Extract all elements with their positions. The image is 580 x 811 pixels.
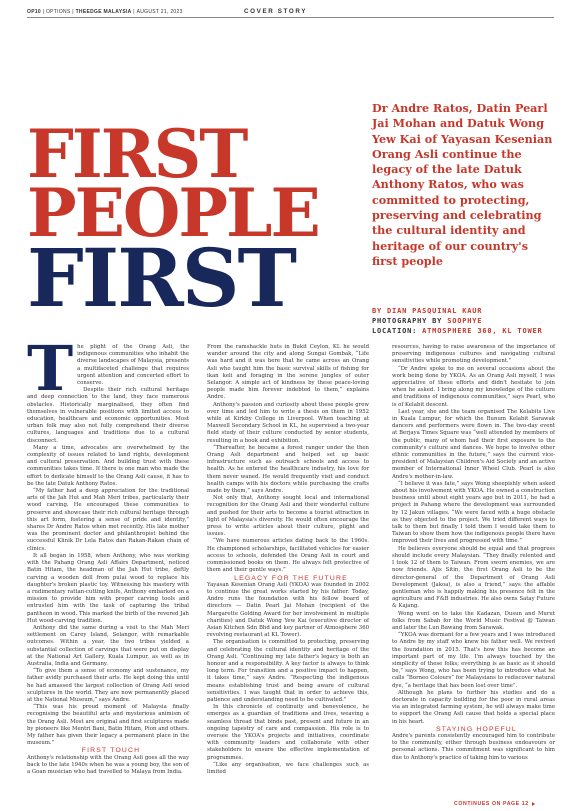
headline-line-1: FIRST <box>27 115 247 193</box>
headline-line-2: PEOPLE <box>27 174 319 252</box>
paragraph: “Dr Andre spoke to me on several occasions about the work being done by YKOA. As an Orang Asli myself, I was appreciative of these efforts and didn't hesitate to join when he asked. I bring along my knowledge of the culture and traditions of indigenous communities,” says Pearl, who is of Kelabit descent. <box>392 365 555 408</box>
photographer-name: SOOPHYE <box>447 316 483 325</box>
paragraph: Anthony's relationship with the Orang Asli goes all the way back to the late 1940s when he was a young boy, the son of a Goan musician who had travelled to Malaya from India. <box>27 754 189 775</box>
author-name: DIAN PASQUINAL KAUR <box>387 307 483 315</box>
subhead-legacy: LEGACY FOR THE FUTURE <box>234 574 348 582</box>
paragraph: “I believe it was fate,” says Wong sheepishly when asked about his involvement with YKOA. He owned a construction business until about eight years ago but in 2011, he had a project in Pahang where the development was surrounded by 12 Jakun villages. “We were faced with a huge obstacle as they objected to the project. We tried different ways to talk to them but finally I told them I would take them to Taiwan to show them how the indigenous people there have improved their lives and progressed with time.” <box>392 480 555 545</box>
folio: OP10 | OPTIONS | THEEDGE MALAYSIA | AUGUST 21, 2023 <box>27 9 183 15</box>
paragraph: From the ramshackle huts in Bukit Ceylon, KL he would wander around the city and along Sungai Gombak, “Life was hard and it was here that he came across an Orang Asli who taught him the basic survival skills of fishing for ikan keli and foraging in the serene jungles of outer Selangor. A simple act of kindness by these peace-loving people made him forever indebted to them,” explains Andre. <box>207 344 369 401</box>
byline <box>372 307 562 336</box>
paragraph: “YKOA was dormant for a few years and I was introduced to Andre by my staff who knew his father well. We revived the foundation in 2015. That's how this has become an important part of my life. I'm always touched by the simplicity of these folks; everything is as basic as it should be,” says Wong, who has been trying to introduce what he calls “Borneo Colours” for Malaysians to rediscover natural dye, “a heritage that has been lost over time”. <box>392 632 555 689</box>
body-column-2 <box>207 344 369 776</box>
paragraph: “Thereafter, he became a forest ranger under the then Orang Asli department and helped set up basic infrastructure such as outreach schools and access to health. As he entered the healthcare industry, his love for them never waned. He would frequently visit and conduct health camps with his doctors while purchasing the crafts made by them,” says Andre. <box>207 444 369 495</box>
page-header <box>0 0 580 22</box>
standfirst: Dr Andre Ratos, Datin Pearl Jai Mohan and Datuk Wong Yew Kai of Yayasan Kesenian Orang Asli continue the legacy of the late Datuk Anthony Ratos, who was committed to protecting, preserving and celebrating the cultural identity and heritage of our country's first people <box>372 101 553 268</box>
paragraph: he plight of the Orang Asli, the indigenous communities who inhabit the diverse landscapes of Malaysia, presents a multifaceted challenge that requires urgent attention and concerted effort to conserve. <box>77 344 189 387</box>
arrow-right-icon <box>532 802 535 806</box>
paragraph: Anthony's passion and curiosity about these people grew over time and led him to write a thesis on them in 1952 while at Kirkby College in Liverpool. When teaching at Maxwell Secondary School in KL, he supervised a two-year field study of their culture conducted by senior students, resulting in a book and exhibition. <box>207 401 369 444</box>
location-line <box>372 327 562 337</box>
author-line <box>372 307 562 317</box>
page-number: OP10 <box>27 9 41 15</box>
photo-label: PHOTOGRAPHY BY <box>372 316 443 325</box>
masthead: THEEDGE MALAYSIA <box>75 9 132 15</box>
paragraph: Despite their rich cultural heritage and deep connection to the land, they face numerous obstacles. Historically marginalised, they often find themselves in vulnerable positions with limited access to education, healthcare and economic opportunities. Most urban folk may also not fully comprehend their diverse cultures, languages and traditions due to a cultural disconnect. <box>27 387 189 444</box>
headline-line-3: FIRST <box>27 231 296 325</box>
paragraph: “My father had a deep appreciation for the traditional arts of the Jah Hut and Mah Meri tribes, particularly their wood carving. He encouraged these communities to preserve and showcase their rich cultural heritage through this art form, fostering a sense of pride and identity,” shares Dr Andre Ratos when met recently. His late mother was the prominent doctor and philanthropist behind the successful Klinik Dr Lela Ratos dan Rakan-Rakan chain of clinics. <box>27 488 189 552</box>
paragraph: Not only that, Anthony sought local and international recognition for the Orang Asli and their wonderful culture and pushed for their arts to become a tourist attraction in light of Malaysia's diversity. He would often encourage the press to write articles about their culture, plight and issues. <box>207 495 369 538</box>
location-name: ATMOSPHERE 360, KL TOWER <box>422 326 543 335</box>
photographer-line <box>372 317 562 327</box>
section-label: OPTIONS <box>45 9 71 15</box>
paragraph: In this chronicle of continuity and benevolence, he emerges as a guardian of traditions and lives, weaving a seamless thread that binds past, present and future in an ongoing tapestry of care and compassion. His role is to oversee the YKOA's projects and initiatives, coordinate with community leaders and collaborate with other stakeholders to ensure the effective implementation of programmes. <box>207 704 369 761</box>
paragraph: Anthony did the same during a visit to the Mah Meri settlement on Carey Island, Selangor, with remarkable outcomes. Within a year, the two tribes yielded a substantial collection of carvings that were put on display at the National Art Gallery, Kuala Lumpur, as well as in Australia, India and Germany. <box>27 624 189 667</box>
paragraph: “We have numerous articles dating back to the 1960s. He championed scholarships, facilitated vehicles for easier access to schools, defended the Orang Asli in court and commissioned books on them. He always felt protective of them and their gentle ways.” <box>207 538 369 574</box>
paragraph: “Like any organisation, we face challenges such as limited <box>207 761 369 775</box>
subhead-staying-hopeful: STAYING HOPEFUL <box>436 725 517 733</box>
continued-label: CONTINUES ON PAGE 12 <box>454 801 529 807</box>
body-column-3 <box>392 344 555 762</box>
by-label: BY <box>372 307 383 315</box>
paragraph: Although he plans to further his studies and do a doctorate in capacity building for the poor in rural areas via an integrated farming system, he will always make time to support the Orang Asli cause that holds a special place in his heart. <box>392 689 555 725</box>
section-title: COVER STORY <box>244 8 308 15</box>
continued-link[interactable] <box>454 801 535 807</box>
paragraph: Yayasan Kesenian Orang Asli (YKOA) was founded in 2002 to continue the great works started by his father. Today, Andre runs the foundation with his fellow board of directors — Datin Pearl Jai Mohan (recipient of the Margarette Golding Award for her involvement in multiple charities) and Datuk Wong Yew Kai (executive director of Asian Kitchen Sdn Bhd and key partner of Atmosphere 360 revolving restaurant at KL Tower). <box>207 581 369 639</box>
paragraph: It all began in 1958, when Anthony, who was working with the Pahang Orang Asli Affairs Department, noticed Batin Hitam, the headman of the Jah Hut tribe, deftly carving a wooden doll from pulai wood to replace his daughter's broken plastic toy. Witnessing his mastery with a rudimentary rattan-cutting knife, Anthony embarked on a mission to provide him with proper carving tools and entrusted him with the task of capturing the tribal pantheon in wood. This marked the birth of the revered Jah Hut wood-carving tradition. <box>27 552 189 624</box>
paragraph: resources, having to raise awareness of the importance of preserving indigenous cultures and navigating cultural sensitivities while promoting development.” <box>392 344 555 365</box>
subhead-first-touch: FIRST TOUCH <box>81 747 141 755</box>
header-rule <box>27 17 554 18</box>
paragraph: Last year, she and the team organised The Kelabits Live in Kuala Lumpur, for which the Bunum Kelabit Sarawak dancers and performers were flown in. The two-day event at Berjaya Times Square was “well attended by members of the public, many of whom had their first exposure to the community's culture and dances. We hope to involve other ethnic communities in the future,” says the current vice-president of Malaysian Children's Aid Society and an active member of International Inner Wheel Club. Pearl is also Andre's mother-in-law. <box>392 408 555 480</box>
paragraph: He believes everyone should be equal and that progress should include every Malaysian. “They finally relented and I took 12 of them to Taiwan. From sworn enemies, we are now friends. Ajis Sitin, the first Orang Asli to be the director-general of the Department of Orang Asli Development (Jakoa), is also a friend,” says the affable gentleman who is happily making his presence felt in the agriculture and F&B industries. He also owns Satay Future & Kajang. <box>392 545 555 610</box>
paragraph: Many a time, advocates are overwhelmed by the complexity of issues related to land rights, development and cultural preservation. And building trust with these communities takes time. If there is one man who made the effort to dedicate himself to the Orang Asli cause, it has to be the late Datuk Anthony Ratos. <box>27 444 189 487</box>
issue-date: AUGUST 21, 2023 <box>136 9 183 15</box>
paragraph: The organisation is committed to protecting, preserving and celebrating the cultural identity and heritage of the Orang Asli. “Continuing my late father's legacy is both an honour and a responsibility. A key factor is always to think long term. For transition and a positive impact to happen, it takes time,” says Andre. “Respecting the indigenous means establishing trust and being aware of cultural sensitivities. I was taught that in order to achieve this, patience and understanding need to be cultivated.” <box>207 639 369 703</box>
drop-cap: T <box>27 332 74 405</box>
location-label: LOCATION: <box>372 326 418 335</box>
body-column-1 <box>27 332 189 776</box>
paragraph: “This was his proud moment of Malaysia finally recognising the beautiful arts and mysterious animism of the Orang Asli. Most are original and first sculptures made by pioneers like Mentri Bani, Batin Hitam, Pion and others. My father has given their legacy a permanent place in the museum.” <box>27 704 189 747</box>
paragraph: Wong went on to take the Kadazan, Dusun and Murut folks from Sabah for the World Music Festival @ Taiwan and later the Lun Bawang from Sarawak. <box>392 610 555 631</box>
paragraph: Andre's parents consistently encouraged him to contribute to the community, either through business endeavours or personal actions. This commitment was significant to him due to Anthony's practice of taking him to various <box>392 732 555 761</box>
paragraph: “To give them a sense of economy and sustenance, my father avidly purchased their arts. He kept doing this until he had amassed the largest collection of Orang Asli wood sculptures in the world. They are now permanently placed at the National Museum,” says Andre. <box>27 668 189 703</box>
